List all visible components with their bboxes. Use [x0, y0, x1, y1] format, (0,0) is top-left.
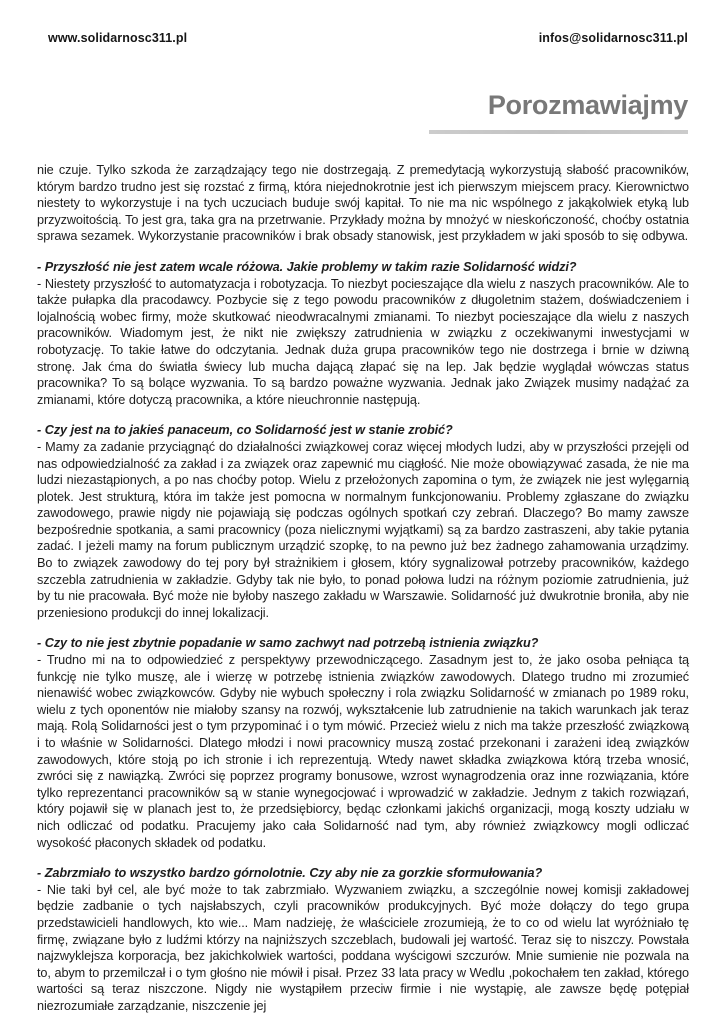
page-header	[48, 31, 688, 45]
interview-question-1: - Przyszłość nie jest zatem wcale różowa. Jakie problemy w takim razie Solidarność widzi?	[37, 259, 577, 274]
intro-paragraph: nie czuje. Tylko szkoda że zarządzający tego nie dostrzegają. Z premedytacją wykorzystują słabość pracowników, którym bardzo trudno jest się rozstać z firmą, która niejednokrotnie jest ich pierwszym miejscem pracy. Kierownictwo niestety to wykorzystuje i na tych uczuciach buduje swój kapitał. To nie ma nic wspólnego z jakąkolwiek etyką lub przyzwoitością. To jest gra, taka gra na przetrwanie. Przykłady można by mnożyć w nieskończoność, choćby ostatnia sprawa sezamek. Wykorzystanie pracowników i brak obsady stanowisk, jest przykładem w jaki sposób to się odbywa.	[37, 163, 689, 244]
interview-article	[37, 162, 689, 1015]
email-address: infos@solidarnosc311.pl	[538, 31, 688, 45]
website-url: www.solidarnosc311.pl	[48, 31, 188, 45]
interview-answer-4: - Nie taki był cel, ale być może to tak zabrzmiało. Wyzwaniem związku, a szczególnie nowej komisji zakładowej będzie zadbanie o tych najsłabszych, czyli pracowników produkcyjnych. Być może dołączy do tego grupa przedstawicieli handlowych, kto wie... Mam nadzieję, że właściciele zrozumieją, że to co od wielu lat wyróżniało tę firmę, związane było z ludźmi którzy na najniższych szczeblach, budowali jej wartość. Teraz się to niszczy. Powstała najzwyklejsza korporacja, bez jakichkolwiek wartości, poddana wyścigowi szczurów. Mnie sumienie nie pozwala na to, abym to przemilczał i o tym głośno nie mówił i pisał. Przez 33 lata pracy w Wedlu ,pokochałem ten zakład, którego wartości są teraz niszczone. Nigdy nie wystąpiłem przeciw firmie i nie wystąpię, ale zawsze będę potępiał niezrozumiałe zarządzanie, niszczenie jej	[37, 882, 689, 1013]
interview-question-4: - Zabrzmiało to wszystko bardzo górnolotnie. Czy aby nie za gorzkie sformułowania?	[37, 866, 543, 881]
page-title: Porozmawiajmy	[487, 90, 688, 120]
interview-question-2: - Czy jest na to jakieś panaceum, co Solidarność jest w stanie zrobić?	[37, 423, 453, 438]
interview-answer-2: - Mamy za zadanie przyciągnąć do działalności związkowej coraz więcej młodych ludzi, aby w przyszłości przejęli od nas odpowiedzialność za zakład i za związek oraz zapewnić mu ciągłość. Nie może obowiązywać zasada, że nie ma ludzi niezastąpionych, a po nas choćby potop. Wielu z przełożonych zapomina o tym, że związek nie jest wylęgarnią plotek. Jest strukturą, która im także jest pomocna w normalnym funkcjonowaniu. Problemy zgłaszane do związku zawodowego, prawie nigdy nie pojawiają się podczas ogólnych spotkań czy zebrań. Dlaczego? Bo mamy zawsze bezpośrednie spotkania, a sami pracownicy (poza nielicznymi wyjątkami) są za bardzo zastraszeni, aby takie pytania zadać. I jeżeli mamy na forum publicznym urządzić szopkę, to na pewno już bez żadnego zahamowania urządzimy. Bo to związek zawodowy do tej pory był strażnikiem i głosem, który sygnalizował potrzeby pracowników, każdego szczebla zatrudnienia w zakładzie. Gdyby tak nie było, to ponad połowa ludzi na różnym poziomie zatrudnienia, już by tu nie pracowała. Być może nie byłoby naszego zakładu w Warszawie. Solidarność już dwukrotnie broniła, aby nie przeniesiono produkcji do innej lokalizacji.	[37, 439, 689, 620]
interview-question-3: - Czy to nie jest zbytnie popadanie w samo zachwyt nad potrzebą istnienia związku?	[37, 636, 539, 651]
title-divider	[429, 130, 688, 134]
interview-answer-3: - Trudno mi na to odpowiedzieć z perspektywy przewodniczącego. Zasadnym jest to, że jako osoba pełniąca tą funkcję nie tylko muszę, ale i wierzę w potrzebę istnienia związków zawodowych. Dlatego trudno mi zrozumieć nienawiść wobec związkowców. Gdyby nie wybuch społeczny i rola związku Solidarność w zmianach po 1989 roku, wielu z tych oponentów nie miałoby szansy na rozwój, wykształcenie lub zatrudnienie na takich warunkach jak teraz mają. Rolą Solidarności jest o tym przypominać i o tym mówić. Przecież wielu z nich ma także przeszłość związkową i to właśnie w Solidarności. Dlatego młodzi i nowi pracownicy muszą zostać przekonani i zarażeni ideą związków zawodowych, które stoją po ich stronie i ich reprezentują. Wtedy nawet składka związkowa którą trzeba wnosić, zwróci się z nawiązką. Zwróci się poprzez programy bonusowe, wzrost wynagrodzenia oraz inne rozwiązania, które tylko reprezentanci pracowników są w stanie wynegocjować i wprowadzić w zakładzie. Jednym z takich rozwiązań, który pojawił się w planach jest to, że przedsiębiorcy, będąc członkami jakichś organizacji, mogą koszty udziału w nich odliczać od podatku. Pracujemy jako cała Solidarność nad tym, aby również związkowcy mogli odliczać wysokość płaconych składek od podatku.	[37, 653, 689, 850]
interview-answer-1: - Niestety przyszłość to automatyzacja i robotyzacja. To niezbyt pocieszające dla wielu z naszych pracowników. Ale to także pułapka dla pracodawcy. Pozbycie się z tego powodu pracowników z długoletnim stażem, doświadczeniem i lojalnością wobec firmy, może skutkować nieodwracalnymi zmianami. To niezbyt pocieszające dla wielu z naszych pracowników. Wiadomym jest, że nikt nie zwiększy zatrudnienia w związku z oczekiwanymi inwestycjami w robotyzację. To takie łatwe do odczytania. Jednak duża grupa pracowników tego nie dostrzega i brnie w dziwną stronę. Jak ćma do światła świecy lub mucha dającą złapać się na lep. Jak będzie wyglądał wówczas status pracownika? To są bolące wyzwania. To są bardzo poważne wyzwania. Jednak jako Związek musimy nadążać za zmianami, które dotyczą pracownika, a które nieuchronnie następują.	[37, 276, 689, 407]
